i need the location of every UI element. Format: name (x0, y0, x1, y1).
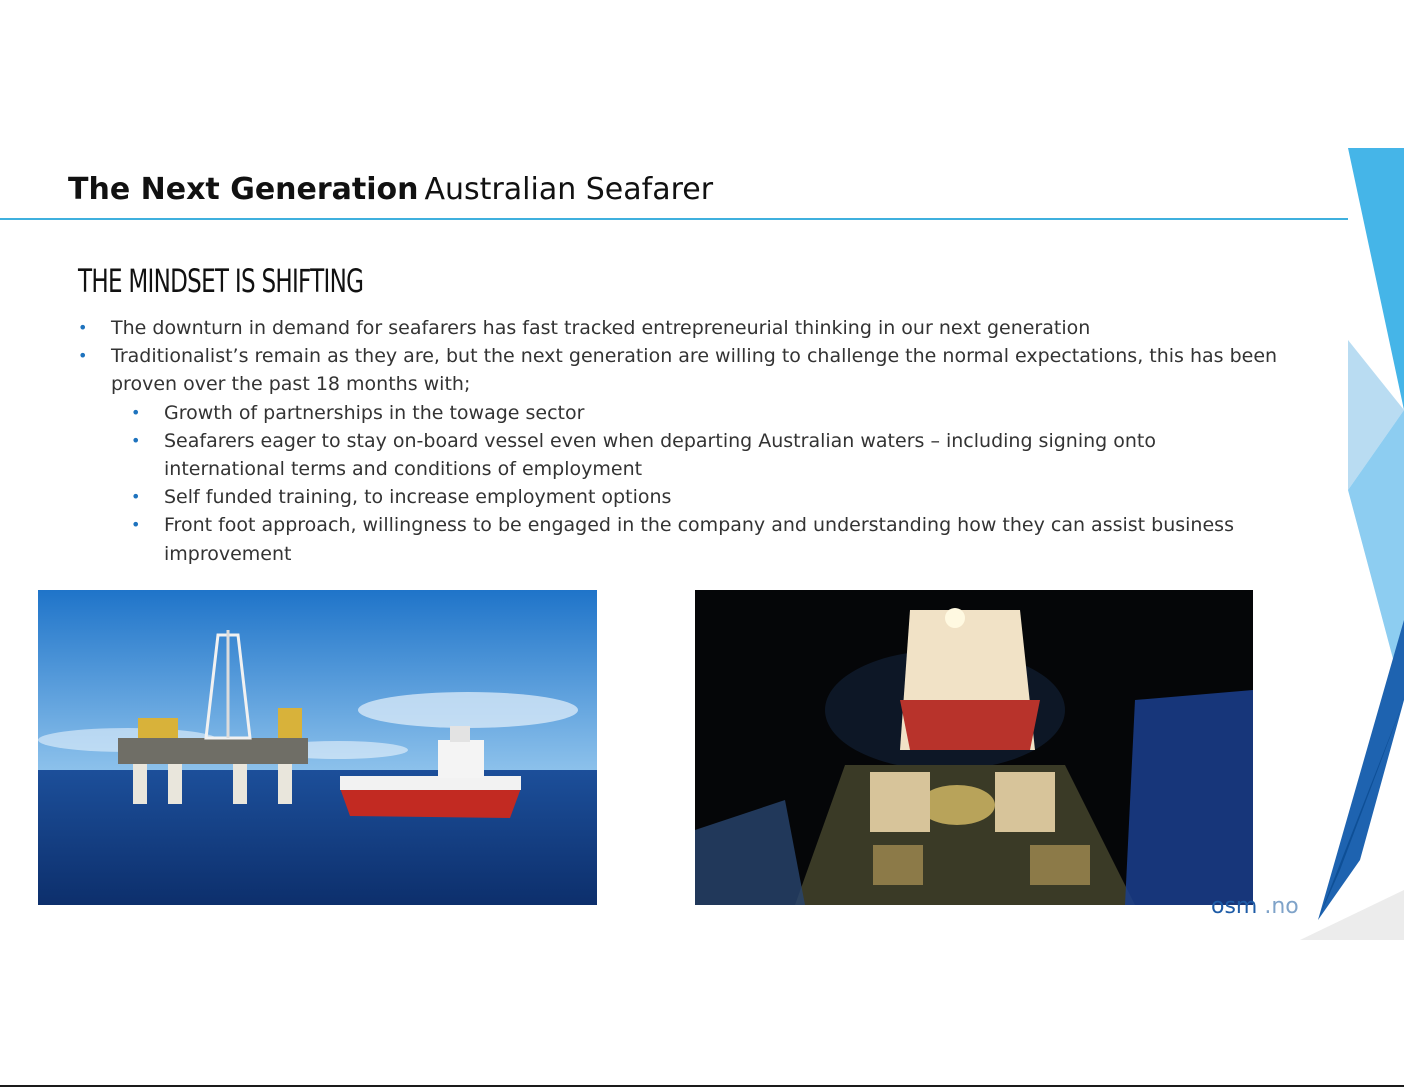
photo-drilling-rig (38, 590, 597, 905)
sub-bullet-item (111, 511, 1278, 567)
bullet-text: The downturn in demand for seafarers has fast tracked entrepreneurial thinking in our next generation (111, 317, 1091, 339)
logo-main: osm (1211, 894, 1258, 919)
slide-title (68, 172, 713, 207)
bullet-icon: • (131, 487, 141, 507)
sub-bullet-text: Growth of partnerships in the towage sector (164, 401, 585, 424)
sub-bullet-text: Self funded training, to increase employment options (164, 486, 672, 509)
title-bold: The Next Generation (68, 172, 419, 207)
sub-bullet-item (111, 427, 1278, 483)
sub-bullet-list (111, 399, 1278, 568)
bullet-icon: • (131, 515, 141, 535)
page-bottom-border (0, 1085, 1404, 1087)
title-light: Australian Seafarer (424, 172, 714, 207)
decorative-shapes (1300, 140, 1404, 950)
photo-vessel-deck-night (695, 590, 1253, 905)
sub-bullet-item (111, 483, 1278, 511)
bullet-text: Traditionalist’s remain as they are, but the next generation are willing to challenge the normal expectations, this has been proven over the past 18 months with; (111, 345, 1278, 396)
logo-suffix: .no (1264, 894, 1299, 919)
title-underline (0, 218, 1348, 220)
section-heading: THE MINDSET IS SHIFTING (78, 262, 364, 300)
bullet-icon: • (131, 402, 141, 422)
bullet-list (78, 314, 1278, 568)
bullet-icon: • (131, 430, 141, 450)
bullet-item (78, 342, 1278, 568)
sub-bullet-text: Seafarers eager to stay on-board vessel even when departing Australian waters – including signing onto international terms and conditions of employment (164, 429, 1156, 481)
bullet-icon: • (78, 318, 88, 337)
osm-logo (1211, 894, 1299, 919)
sub-bullet-text: Front foot approach, willingness to be engaged in the company and understanding how they can assist business improvement (164, 514, 1234, 565)
sub-bullet-item (111, 399, 1278, 427)
bullet-item (78, 314, 1278, 342)
bullet-icon: • (78, 346, 88, 366)
